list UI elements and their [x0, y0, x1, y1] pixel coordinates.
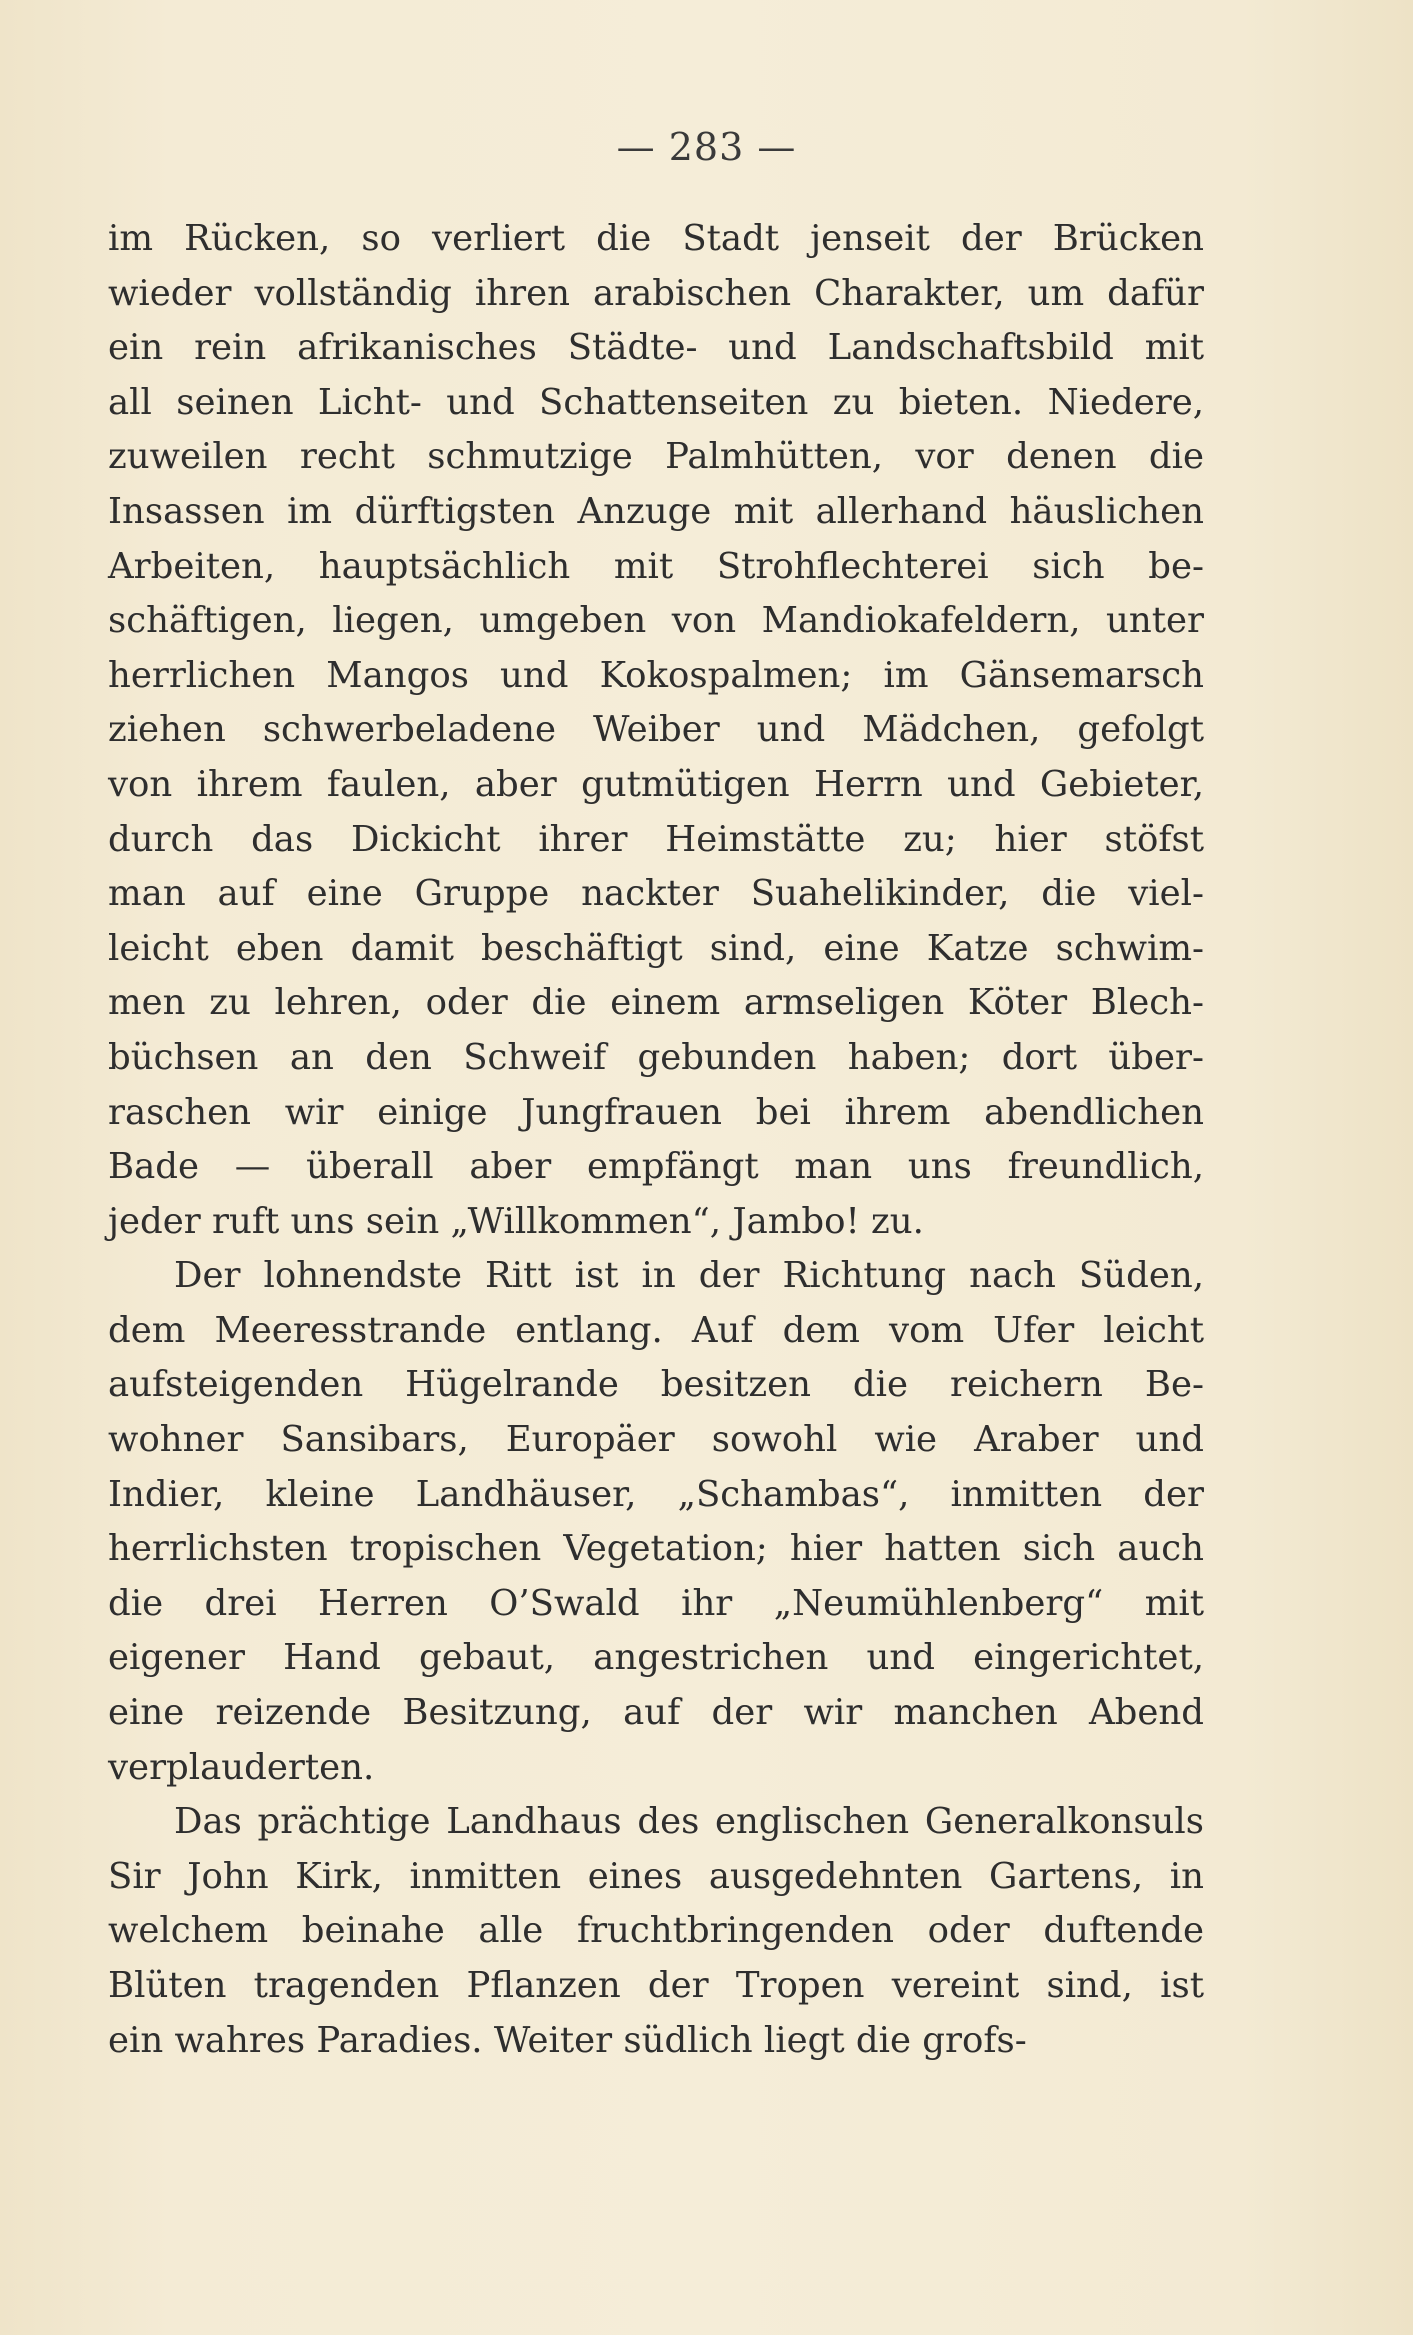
text-line: zuweilen recht schmutzige Palmhütten, vor denen die — [108, 436, 1204, 478]
text-line: man auf eine Gruppe nackter Suahelikinder, die viel- — [108, 873, 1204, 915]
text-line: Der lohnendste Ritt ist in der Richtung nach Süden, — [174, 1255, 1204, 1297]
text-line: raschen wir einige Jungfrauen bei ihrem abendlichen — [108, 1091, 1204, 1133]
text-line: eigener Hand gebaut, angestrichen und eingerichtet, — [108, 1637, 1204, 1679]
text-line: ein rein afrikanisches Städte- und Landschaftsbild mit — [108, 327, 1204, 369]
text-line: men zu lehren, oder die einem armseligen Köter Blech- — [108, 982, 1204, 1024]
text-line: Insassen im dürftigsten Anzuge mit allerhand häuslichen — [108, 490, 1204, 532]
body-text — [108, 212, 1204, 2068]
text-line: büchsen an den Schweif gebunden haben; dort über- — [108, 1036, 1204, 1078]
text-line: aufsteigenden Hügelrande besitzen die reichern Be- — [108, 1364, 1204, 1406]
text-line: wieder vollständig ihren arabischen Charakter, um dafür — [108, 272, 1204, 314]
text-line: im Rücken, so verliert die Stadt jenseit der Brücken — [108, 218, 1204, 259]
text-line: Indier, kleine Landhäuser, „Schambas“, inmitten der — [108, 1473, 1204, 1515]
text-line: verplauderten. — [108, 1746, 375, 1788]
text-line: jeder ruft uns sein „Willkommen“, Jambo! zu. — [108, 1200, 924, 1242]
text-line: wohner Sansibars, Europäer sowohl wie Araber und — [108, 1419, 1204, 1461]
text-line: leicht eben damit beschäftigt sind, eine Katze schwim- — [108, 927, 1204, 969]
text-line: Das prächtige Landhaus des englischen Generalkonsuls — [174, 1801, 1204, 1843]
text-line: Sir John Kirk, inmitten eines ausgedehnten Gartens, in — [108, 1855, 1204, 1897]
text-line: Blüten tragenden Pflanzen der Tropen vereint sind, ist — [108, 1965, 1204, 2006]
text-line: welchem beinahe alle fruchtbringenden oder duftende — [108, 1910, 1204, 1952]
text-line: durch das Dickicht ihrer Heimstätte zu; hier stöfst — [108, 818, 1204, 860]
text-line: die drei Herren O’Swald ihr „Neumühlenberg“ mit — [108, 1582, 1204, 1624]
text-line: eine reizende Besitzung, auf der wir manchen Abend — [108, 1692, 1204, 1734]
text-line: Arbeiten, hauptsächlich mit Strohflechterei sich be- — [108, 545, 1204, 587]
text-line: herrlichen Mangos und Kokospalmen; im Gänsemarsch — [108, 654, 1204, 696]
text-line: Bade — überall aber empfängt man uns freundlich, — [108, 1146, 1204, 1188]
text-line: ziehen schwerbeladene Weiber und Mädchen, gefolgt — [108, 709, 1204, 751]
text-line: herrlichsten tropischen Vegetation; hier hatten sich auch — [108, 1528, 1204, 1570]
text-line: ein wahres Paradies. Weiter südlich liegt die grofs- — [108, 2019, 1027, 2061]
text-line: dem Meeresstrande entlang. Auf dem vom Ufer leicht — [108, 1309, 1204, 1351]
text-line: von ihrem faulen, aber gutmütigen Herrn und Gebieter, — [108, 763, 1204, 805]
page-number-header: — 283 — — [616, 125, 797, 169]
text-line: all seinen Licht- und Schattenseiten zu bieten. Niedere, — [108, 381, 1204, 423]
text-line: schäftigen, liegen, umgeben von Mandiokafeldern, unter — [108, 600, 1204, 642]
